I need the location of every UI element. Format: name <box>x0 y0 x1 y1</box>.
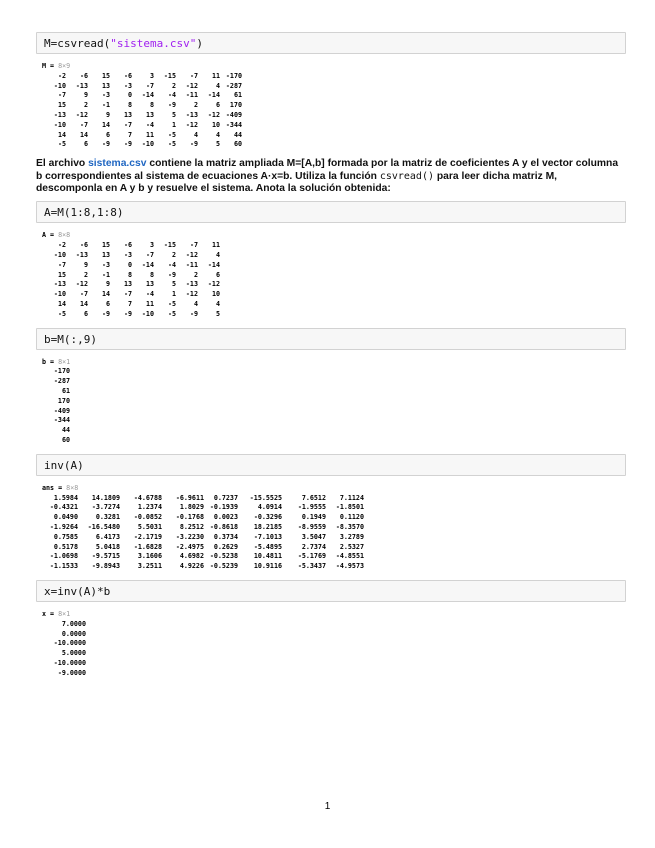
output-dims: 8×8 <box>58 231 71 240</box>
matrix-cell: -4 <box>145 290 154 299</box>
matrix-cell: 14 <box>101 290 110 299</box>
matrix-cell: 8.2512 <box>179 522 204 531</box>
matrix-cell: 14 <box>57 130 66 139</box>
matrix-cell: -5 <box>167 299 176 308</box>
matrix-cell: 13 <box>145 110 154 119</box>
matrix-cell: 15 <box>101 71 110 80</box>
matrix-cell: 0.0490 <box>53 513 78 522</box>
matrix-cell: 7.0000 <box>61 619 86 628</box>
matrix-cell: 6.4173 <box>95 532 120 541</box>
code-cell-A[interactable] <box>36 201 626 223</box>
code-text: b=M(:,9) <box>44 332 97 346</box>
output-M <box>36 62 626 150</box>
matrix-cell: -9.0000 <box>57 668 86 677</box>
matrix-cell: 2 <box>83 101 88 110</box>
code-text: x=inv(A)*b <box>44 584 111 598</box>
matrix-cell: 6 <box>215 101 220 110</box>
matrix-cell: -1.6828 <box>133 542 162 551</box>
matrix-row <box>44 669 86 679</box>
matrix-cell: -10.0000 <box>53 639 86 648</box>
matrix-cell: 44 <box>233 130 242 139</box>
matrix-cell: 6 <box>105 130 110 139</box>
matrix-M <box>44 72 242 150</box>
matrix-cell: 7 <box>127 299 132 308</box>
matrix-cell: 0.3281 <box>95 513 120 522</box>
matrix-cell: -287 <box>53 377 70 386</box>
matrix-cell: -16.5480 <box>87 522 120 531</box>
matrix-cell: 3.2511 <box>137 562 162 571</box>
matrix-cell: 5.0418 <box>95 542 120 551</box>
matrix-cell: 14 <box>101 120 110 129</box>
matrix-cell: -10 <box>53 81 66 90</box>
matrix-cell: -344 <box>53 416 70 425</box>
matrix-cell: 9 <box>83 260 88 269</box>
matrix-row <box>44 523 364 533</box>
matrix-cell: 4 <box>215 130 220 139</box>
matrix-row <box>44 82 242 92</box>
matrix-cell: 6 <box>83 140 88 149</box>
matrix-cell: 7.1124 <box>339 493 364 502</box>
matrix-cell: -409 <box>225 110 242 119</box>
matrix-cell: -2.1719 <box>133 532 162 541</box>
matrix-cell: 3 <box>149 241 154 250</box>
matrix-cell: -12 <box>75 280 88 289</box>
live-script-page <box>36 32 626 686</box>
matrix-cell: -3 <box>123 81 132 90</box>
inline-code: csvread() <box>379 170 434 182</box>
matrix-cell: 4.9226 <box>179 562 204 571</box>
matrix-cell: -287 <box>225 81 242 90</box>
output-A <box>36 231 626 319</box>
code-cell-x[interactable] <box>36 580 626 602</box>
matrix-cell: 5 <box>171 110 176 119</box>
matrix-cell: 3.5047 <box>301 532 326 541</box>
matrix-cell: -7 <box>57 91 66 100</box>
matrix-cell: -9 <box>123 140 132 149</box>
matrix-cell: 61 <box>233 91 242 100</box>
matrix-row <box>44 91 242 101</box>
matrix-cell: 170 <box>229 101 242 110</box>
matrix-cell: -0.1768 <box>175 513 204 522</box>
matrix-cell: 14.1809 <box>91 493 120 502</box>
matrix-cell: -15 <box>163 71 176 80</box>
matrix-cell: -12 <box>185 250 198 259</box>
matrix-cell: -9 <box>189 309 198 318</box>
matrix-cell: 14 <box>57 299 66 308</box>
matrix-cell: 9 <box>105 110 110 119</box>
matrix-inverse <box>44 494 364 572</box>
matrix-row <box>44 241 220 251</box>
prose-text: contiene la matriz ampliada M=[A,b] formada por la matriz de coeficientes A y el vector columna b correspondientes al sistema de ecuaciones A·x=b. Utiliza la función <box>36 158 619 182</box>
prose-text: El archivo <box>36 158 89 170</box>
matrix-cell: -13 <box>53 110 66 119</box>
matrix-cell: -5 <box>167 309 176 318</box>
matrix-cell: -13 <box>185 110 198 119</box>
matrix-cell: 60 <box>61 435 70 444</box>
matrix-row <box>44 280 220 290</box>
matrix-cell: 15 <box>57 101 66 110</box>
matrix-cell: -7 <box>123 290 132 299</box>
matrix-cell: 18.2185 <box>253 522 282 531</box>
matrix-cell: -2 <box>57 241 66 250</box>
file-link[interactable]: sistema.csv <box>88 158 147 170</box>
matrix-row <box>44 121 242 131</box>
code-text: inv(A) <box>44 458 84 472</box>
output-dims: 8×1 <box>58 357 71 366</box>
matrix-cell: 1.8029 <box>179 503 204 512</box>
matrix-cell: -0.8618 <box>209 522 238 531</box>
matrix-cell: -7 <box>145 250 154 259</box>
code-text-end: ) <box>196 37 203 50</box>
matrix-cell: -15.5525 <box>249 493 282 502</box>
matrix-cell: 2 <box>171 81 176 90</box>
matrix-cell: 1 <box>171 290 176 299</box>
matrix-cell: 60 <box>233 140 242 149</box>
matrix-row <box>44 101 242 111</box>
matrix-cell: -10.0000 <box>53 658 86 667</box>
matrix-cell: 0 <box>127 91 132 100</box>
matrix-cell: -6 <box>123 71 132 80</box>
matrix-cell: -7 <box>189 71 198 80</box>
matrix-cell: -14 <box>141 260 154 269</box>
matrix-cell: 11 <box>211 71 220 80</box>
matrix-cell: -12 <box>185 120 198 129</box>
matrix-cell: -7 <box>79 120 88 129</box>
matrix-cell: -4 <box>167 260 176 269</box>
matrix-cell: -8.3570 <box>335 522 364 531</box>
matrix-cell: 1.2374 <box>137 503 162 512</box>
matrix-cell: 13 <box>123 280 132 289</box>
code-cell-b[interactable] <box>36 328 626 350</box>
matrix-cell: 4 <box>193 130 198 139</box>
matrix-cell: -9 <box>189 140 198 149</box>
matrix-cell: -9.5715 <box>91 552 120 561</box>
matrix-row <box>44 494 364 504</box>
code-text: A=M(1:8,1:8) <box>44 206 124 220</box>
matrix-cell: 5.5031 <box>137 522 162 531</box>
matrix-row <box>44 387 70 397</box>
matrix-cell: 10 <box>211 290 220 299</box>
output-var-name: A = <box>42 231 55 240</box>
matrix-cell: 14 <box>79 299 88 308</box>
matrix-cell: 10.4811 <box>253 552 282 561</box>
matrix-cell: 11 <box>211 241 220 250</box>
matrix-cell: 2.7374 <box>301 542 326 551</box>
matrix-cell: 4 <box>215 81 220 90</box>
matrix-row <box>44 271 220 281</box>
vector-b <box>44 367 70 445</box>
matrix-row <box>44 513 364 523</box>
matrix-cell: -5.1769 <box>297 552 326 561</box>
matrix-cell: -5.3437 <box>297 562 326 571</box>
matrix-cell: -3 <box>101 91 110 100</box>
matrix-cell: -3 <box>123 250 132 259</box>
matrix-cell: -9 <box>123 309 132 318</box>
matrix-row <box>44 620 86 630</box>
matrix-cell: 4.6982 <box>179 552 204 561</box>
matrix-cell: 170 <box>57 396 70 405</box>
matrix-cell: -170 <box>225 71 242 80</box>
matrix-row <box>44 659 86 669</box>
matrix-cell: 13 <box>101 81 110 90</box>
output-dims: 8×8 <box>66 483 79 492</box>
matrix-row <box>44 397 70 407</box>
matrix-cell: 5.0000 <box>61 649 86 658</box>
output-dims: 8×9 <box>58 62 71 70</box>
matrix-cell: 2.5327 <box>339 542 364 551</box>
matrix-cell: -6.9611 <box>175 493 204 502</box>
output-var-name: x = <box>42 609 55 618</box>
matrix-cell: -2.4975 <box>175 542 204 551</box>
matrix-cell: -7 <box>123 120 132 129</box>
matrix-cell: 10 <box>211 120 220 129</box>
matrix-row <box>44 300 220 310</box>
matrix-cell: -5 <box>57 140 66 149</box>
matrix-cell: -7 <box>189 241 198 250</box>
matrix-cell: 3 <box>149 71 154 80</box>
matrix-cell: 13 <box>123 110 132 119</box>
matrix-cell: 44 <box>61 426 70 435</box>
matrix-cell: -0.4321 <box>49 503 78 512</box>
matrix-cell: -6 <box>79 71 88 80</box>
matrix-cell: 5 <box>215 140 220 149</box>
matrix-row <box>44 639 86 649</box>
matrix-row <box>44 367 70 377</box>
matrix-cell: 5 <box>215 309 220 318</box>
matrix-row <box>44 407 70 417</box>
matrix-cell: -14 <box>207 260 220 269</box>
matrix-cell: 0.1949 <box>301 513 326 522</box>
matrix-cell: -3 <box>101 260 110 269</box>
matrix-cell: -409 <box>53 406 70 415</box>
matrix-cell: 3.2789 <box>339 532 364 541</box>
matrix-cell: -5 <box>167 140 176 149</box>
matrix-cell: 9 <box>105 280 110 289</box>
matrix-cell: 2 <box>193 101 198 110</box>
matrix-cell: -13 <box>75 250 88 259</box>
matrix-cell: -7 <box>57 260 66 269</box>
matrix-cell: 2 <box>83 270 88 279</box>
matrix-row <box>44 533 364 543</box>
matrix-cell: 61 <box>61 386 70 395</box>
matrix-cell: -170 <box>53 367 70 376</box>
matrix-cell: 11 <box>145 130 154 139</box>
code-string-literal: "sistema.csv" <box>110 37 197 50</box>
matrix-cell: 7.6512 <box>301 493 326 502</box>
matrix-cell: -5 <box>57 309 66 318</box>
matrix-cell: 10.9116 <box>253 562 282 571</box>
output-var-name: ans = <box>42 483 63 492</box>
matrix-cell: -10 <box>53 120 66 129</box>
matrix-cell: 6 <box>83 309 88 318</box>
matrix-cell: 9 <box>83 91 88 100</box>
matrix-cell: -9 <box>167 270 176 279</box>
matrix-cell: -12 <box>207 280 220 289</box>
output-b <box>36 358 626 446</box>
matrix-cell: -10 <box>141 140 154 149</box>
matrix-cell: -0.0852 <box>133 513 162 522</box>
matrix-cell: 6 <box>215 270 220 279</box>
matrix-cell: -11 <box>185 260 198 269</box>
matrix-cell: -6 <box>79 241 88 250</box>
matrix-cell: -1.9264 <box>49 522 78 531</box>
matrix-A <box>44 241 220 319</box>
matrix-cell: 3.1606 <box>137 552 162 561</box>
matrix-cell: -12 <box>185 81 198 90</box>
matrix-row <box>44 649 86 659</box>
matrix-cell: 8 <box>149 101 154 110</box>
matrix-row <box>44 310 220 320</box>
matrix-row <box>44 290 220 300</box>
matrix-cell: -12 <box>185 290 198 299</box>
matrix-cell: -1.9555 <box>297 503 326 512</box>
matrix-cell: 4 <box>193 299 198 308</box>
matrix-cell: -8.9559 <box>297 522 326 531</box>
matrix-cell: 0.2629 <box>213 542 238 551</box>
output-inv <box>36 484 626 572</box>
matrix-cell: -7 <box>79 290 88 299</box>
matrix-cell: 15 <box>101 241 110 250</box>
matrix-row <box>44 630 86 640</box>
matrix-cell: -7.1013 <box>253 532 282 541</box>
matrix-cell: -13 <box>75 81 88 90</box>
matrix-cell: 0 <box>127 260 132 269</box>
matrix-cell: 13 <box>101 250 110 259</box>
matrix-cell: 0.7585 <box>53 532 78 541</box>
matrix-cell: -3.2230 <box>175 532 204 541</box>
matrix-cell: 4 <box>215 299 220 308</box>
matrix-cell: -7 <box>145 81 154 90</box>
prose-text: para leer dicha matriz M, descomponla en A y b y resuelve el sistema. Anota la solución obtenida: <box>36 170 558 194</box>
matrix-cell: 8 <box>127 101 132 110</box>
matrix-cell: -0.3296 <box>253 513 282 522</box>
matrix-cell: 8 <box>127 270 132 279</box>
matrix-cell: 14 <box>79 130 88 139</box>
matrix-cell: -0.5238 <box>209 552 238 561</box>
matrix-cell: 2 <box>171 250 176 259</box>
matrix-cell: 0.7237 <box>213 493 238 502</box>
matrix-cell: 13 <box>145 280 154 289</box>
matrix-cell: -12 <box>207 110 220 119</box>
matrix-row <box>44 436 70 446</box>
matrix-cell: -12 <box>75 110 88 119</box>
matrix-cell: -13 <box>185 280 198 289</box>
page-number: 1 <box>324 801 331 812</box>
code-cell-inv[interactable] <box>36 454 626 476</box>
matrix-cell: 5 <box>171 280 176 289</box>
matrix-row <box>44 503 364 513</box>
vector-x <box>44 620 86 679</box>
matrix-cell: 1.5984 <box>53 493 78 502</box>
matrix-row <box>44 72 242 82</box>
output-var-name: M = <box>42 62 55 70</box>
matrix-cell: 0.3734 <box>213 532 238 541</box>
matrix-cell: -1 <box>101 270 110 279</box>
matrix-cell: -9 <box>101 309 110 318</box>
matrix-cell: -344 <box>225 120 242 129</box>
matrix-cell: 8 <box>149 270 154 279</box>
matrix-row <box>44 140 242 150</box>
code-text: M=csvread( <box>44 37 111 50</box>
matrix-row <box>44 552 364 562</box>
matrix-cell: 6 <box>105 299 110 308</box>
matrix-cell: -5.4895 <box>253 542 282 551</box>
matrix-cell: -11 <box>185 91 198 100</box>
matrix-cell: -6 <box>123 241 132 250</box>
matrix-cell: -9 <box>101 140 110 149</box>
matrix-cell: -0.1939 <box>209 503 238 512</box>
output-x <box>36 610 626 679</box>
matrix-cell: -9.8943 <box>91 562 120 571</box>
matrix-cell: -2 <box>57 71 66 80</box>
matrix-row <box>44 251 220 261</box>
matrix-cell: -10 <box>141 309 154 318</box>
matrix-cell: -4 <box>145 120 154 129</box>
matrix-row <box>44 377 70 387</box>
matrix-cell: -9 <box>167 101 176 110</box>
matrix-cell: -4.6788 <box>133 493 162 502</box>
matrix-cell: -13 <box>53 280 66 289</box>
matrix-cell: -14 <box>207 91 220 100</box>
matrix-cell: 0.5178 <box>53 542 78 551</box>
matrix-cell: 0.0023 <box>213 513 238 522</box>
matrix-cell: 0.1120 <box>339 513 364 522</box>
matrix-row <box>44 261 220 271</box>
matrix-cell: -1.8501 <box>335 503 364 512</box>
matrix-cell: -4.8551 <box>335 552 364 561</box>
matrix-cell: -1 <box>101 101 110 110</box>
instructions-paragraph <box>36 158 626 195</box>
matrix-cell: 4 <box>215 250 220 259</box>
matrix-cell: -0.5239 <box>209 562 238 571</box>
matrix-row <box>44 131 242 141</box>
matrix-cell: -1.1533 <box>49 562 78 571</box>
matrix-row <box>44 416 70 426</box>
matrix-cell: -4.9573 <box>335 562 364 571</box>
matrix-cell: -1.0698 <box>49 552 78 561</box>
matrix-cell: -10 <box>53 290 66 299</box>
matrix-cell: 4.0914 <box>257 503 282 512</box>
matrix-cell: 0.0000 <box>61 629 86 638</box>
matrix-row <box>44 111 242 121</box>
matrix-cell: -3.7274 <box>91 503 120 512</box>
matrix-cell: -15 <box>163 241 176 250</box>
matrix-cell: 7 <box>127 130 132 139</box>
matrix-cell: -5 <box>167 130 176 139</box>
matrix-cell: 15 <box>57 270 66 279</box>
matrix-cell: 1 <box>171 120 176 129</box>
output-var-name: b = <box>42 357 55 366</box>
output-dims: 8×1 <box>58 609 71 618</box>
code-cell-csvread[interactable] <box>36 32 626 54</box>
matrix-row <box>44 543 364 553</box>
matrix-row <box>44 426 70 436</box>
matrix-row <box>44 562 364 572</box>
matrix-cell: -10 <box>53 250 66 259</box>
matrix-cell: -14 <box>141 91 154 100</box>
matrix-cell: 11 <box>145 299 154 308</box>
matrix-cell: 2 <box>193 270 198 279</box>
matrix-cell: -4 <box>167 91 176 100</box>
